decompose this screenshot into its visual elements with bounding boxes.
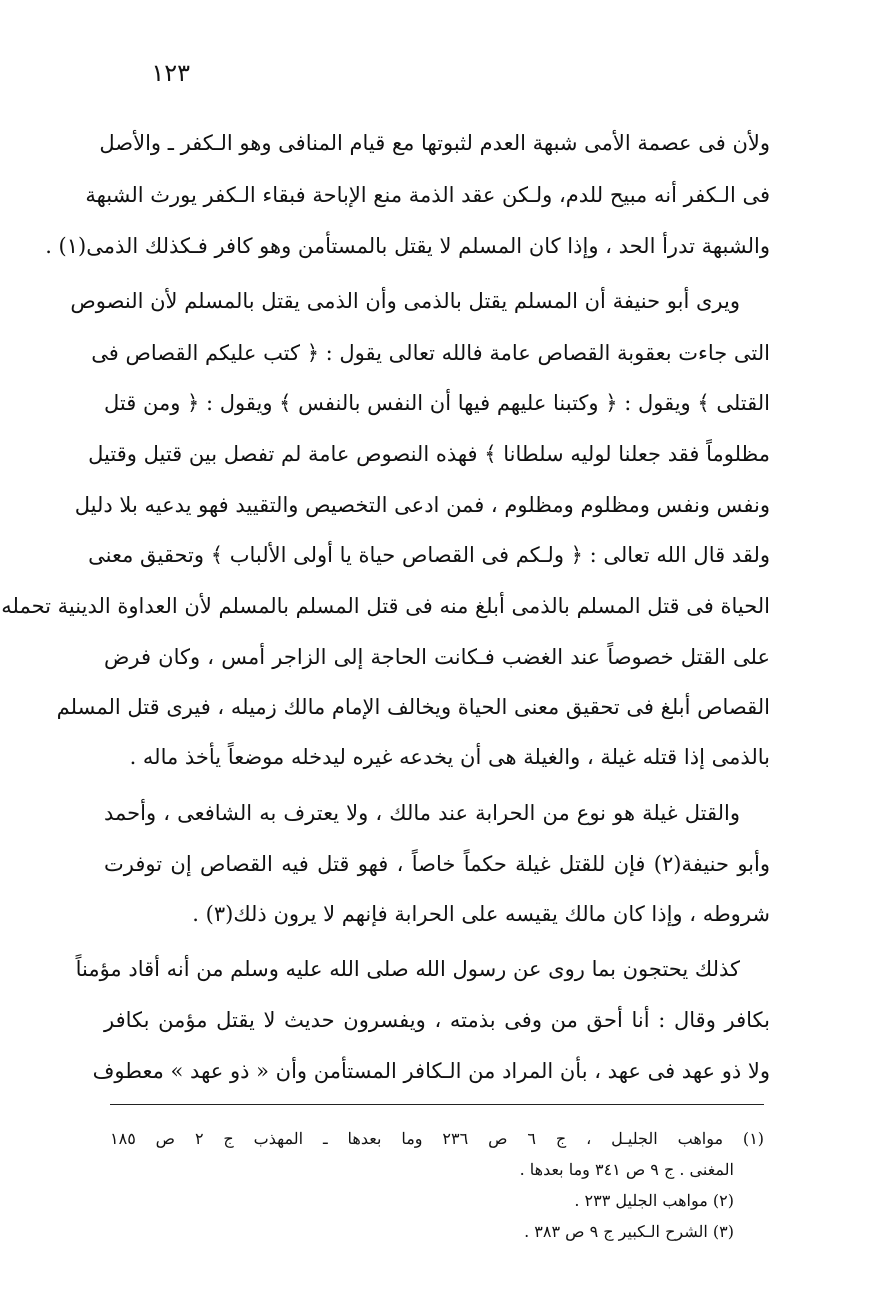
text-line: كذلك يحتجون بما روى عن رسول الله صلى الله عليه وسلم من أنه أقاد مؤمناً	[75, 957, 740, 981]
text-line: والشبهة تدرأ الحد ، وإذا كان المسلم لا يقتل بالمستأمن وهو كافر فـكذلك الذمى(١) .	[45, 234, 770, 258]
text-line: مظلوماً فقد جعلنا لوليه سلطانا ﴾ فهذه النصوص عامة لم تفصل بين قتيل وقتيل	[88, 442, 770, 466]
text-line: وأبو حنيفة(٢) فإن للقتل غيلة حكماً خاصاً ، فهو قتل فيه القصاص إن توفرت	[104, 852, 770, 876]
footnote-line: (٣) الشرح الـكبير ج ٩ ص ٣٨٣ .	[524, 1222, 734, 1241]
footnote-line: (٢) مواهب الجليل ٢٣٣ .	[574, 1191, 734, 1210]
text-line: القتلى ﴾ ويقول : ﴿ وكتبنا عليهم فيها أن النفس بالنفس ﴾ ويقول : ﴿ ومن قتل	[104, 391, 770, 415]
text-line: الحياة فى قتل المسلم بالذمى أبلغ منه فى قتل المسلم بالمسلم لأن العداوة الدينية تحمله	[1, 594, 770, 618]
text-line: على القتل خصوصاً عند الغضب فـكانت الحاجة إلى الزاجر أمس ، وكان فرض	[104, 645, 770, 669]
page-number: ١٢٣	[151, 59, 190, 87]
text-line: القصاص أبلغ فى تحقيق معنى الحياة ويخالف الإمام مالك زميله ، فيرى قتل المسلم	[56, 695, 770, 719]
text-line: ويرى أبو حنيفة أن المسلم يقتل بالذمى وأن الذمى يقتل بالمسلم لأن النصوص	[70, 289, 740, 313]
text-line: بكافر وقال : أنا أحق من وفى بذمته ، ويفسرون حديث لا يقتل مؤمن بكافر	[104, 1008, 770, 1032]
footnote-line: المغنى . ج ٩ ص ٣٤١ وما بعدها .	[519, 1160, 734, 1179]
text-line: شروطه ، وإذا كان مالك يقيسه على الحرابة فإنهم لا يرون ذلك(٣) .	[192, 902, 770, 926]
text-line: ولا ذو عهد فى عهد ، بأن المراد من الـكافر المستأمن وأن « ذو عهد » معطوف	[92, 1059, 770, 1083]
footnote-divider	[110, 1104, 764, 1105]
footnote-line: (١) مواهب الجليـل ، ج ٦ ص ٢٣٦ وما بعدها ـ المهذب ج ٢ ص ١٨٥	[110, 1129, 765, 1148]
text-line: التى جاءت بعقوبة القصاص عامة فالله تعالى يقول : ﴿ كتب عليكم القصاص فى	[91, 341, 770, 365]
text-line: والقتل غيلة هو نوع من الحرابة عند مالك ، ولا يعترف به الشافعى ، وأحمد	[104, 801, 740, 825]
text-line: ولأن فى عصمة الأمى شبهة العدم لثبوتها مع قيام المنافى وهو الـكفر ـ والأصل	[99, 131, 770, 155]
text-line: فى الـكفر أنه مبيح للدم، ولـكن عقد الذمة منع الإباحة فبقاء الـكفر يورث الشبهة	[85, 183, 770, 207]
text-line: بالذمى إذا قتله غيلة ، والغيلة هى أن يخدعه غيره ليدخله موضعاً يأخذ ماله .	[129, 745, 770, 769]
text-line: ولقد قال الله تعالى : ﴿ ولـكم فى القصاص حياة يا أولى الألباب ﴾ وتحقيق معنى	[88, 543, 770, 567]
text-line: ونفس ونفس ومظلوم ومظلوم ، فمن ادعى التخصيص والتقييد فهو يدعيه بلا دليل	[74, 493, 770, 517]
